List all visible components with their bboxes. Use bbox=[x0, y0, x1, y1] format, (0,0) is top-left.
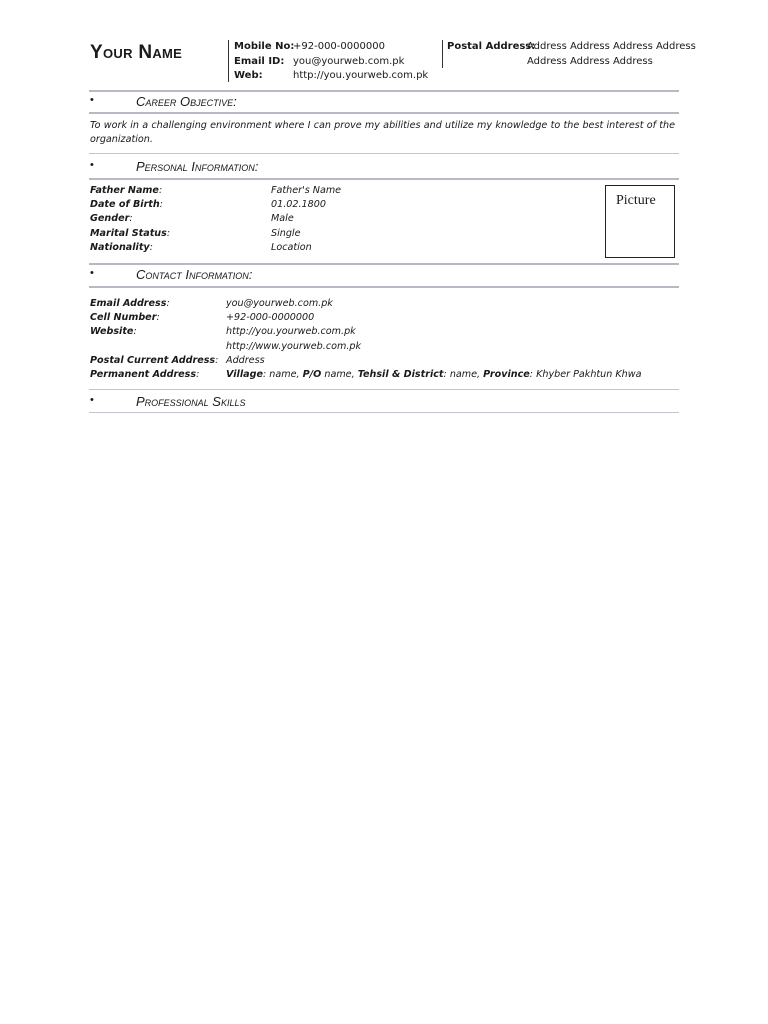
tehsil-value: name bbox=[449, 369, 478, 381]
header-email-row bbox=[234, 55, 428, 70]
field-value: Single bbox=[271, 227, 301, 239]
personal-info-row bbox=[90, 241, 341, 255]
field-label-text: Father Name bbox=[90, 185, 159, 196]
section-rule-bottom bbox=[89, 412, 679, 413]
picture-placeholder bbox=[605, 185, 675, 258]
field-value: Father's Name bbox=[271, 185, 342, 196]
contact-info-row bbox=[90, 354, 641, 368]
section-rule-top bbox=[89, 90, 679, 92]
po-label: P/O bbox=[302, 369, 322, 381]
email-label: Email ID: bbox=[234, 55, 285, 67]
field-label-text: Email Address bbox=[90, 298, 167, 309]
personal-info-list bbox=[90, 184, 341, 255]
header-web-row bbox=[234, 69, 428, 84]
tehsil-label: Tehsil & District bbox=[357, 369, 444, 381]
section-professional-skills-heading bbox=[90, 394, 680, 412]
field-value: +92-000-0000000 bbox=[226, 312, 315, 324]
personal-info-row bbox=[90, 184, 341, 198]
field-label: Website: bbox=[90, 326, 137, 338]
field-label-text: Date of Birth bbox=[90, 199, 160, 211]
field-label: Cell Number: bbox=[90, 312, 160, 324]
field-label-text: Permanent Address bbox=[90, 369, 197, 381]
mobile-label: Mobile No: bbox=[234, 41, 295, 52]
section-title: Contact Information: bbox=[136, 267, 253, 282]
field-value: you@yourweb.com.pk bbox=[226, 298, 333, 309]
field-value: Location bbox=[271, 241, 312, 253]
contact-info-row bbox=[90, 325, 641, 339]
field-value: Male bbox=[271, 213, 294, 225]
section-rule-top bbox=[89, 263, 679, 265]
postal-label: Postal Address: bbox=[447, 41, 536, 52]
permanent-address-value: Village: name, P/O name, Tehsil & District: name, Province: Khyber Pakhtun Khwa bbox=[226, 369, 642, 381]
contact-info-row bbox=[90, 311, 641, 325]
field-label: Postal Current Address: bbox=[90, 354, 219, 366]
field-label: Permanent Address: bbox=[90, 369, 200, 381]
po-value: name bbox=[324, 369, 352, 381]
header-divider-right bbox=[442, 40, 443, 68]
section-rule-bottom bbox=[89, 286, 679, 288]
field-label-text: Website bbox=[90, 326, 134, 338]
section-contact-information-heading bbox=[90, 267, 680, 285]
field-label: Father Name: bbox=[90, 185, 163, 196]
province-label: Province bbox=[483, 369, 530, 381]
village-label: Village bbox=[226, 369, 263, 381]
field-label-text: Cell Number bbox=[90, 312, 157, 324]
candidate-name: Your Name bbox=[90, 42, 183, 63]
field-label-text: Postal Current Address bbox=[90, 354, 216, 366]
village-value: name bbox=[269, 369, 297, 381]
section-career-objective-heading bbox=[90, 94, 680, 112]
personal-info-row bbox=[90, 227, 341, 241]
field-label: Gender: bbox=[90, 213, 133, 225]
bullet-icon: • bbox=[90, 267, 94, 279]
header-mobile-row bbox=[234, 40, 428, 55]
field-label-text: Nationality bbox=[90, 241, 150, 253]
web-value: http://you.yourweb.com.pk bbox=[293, 70, 429, 81]
contact-info-list bbox=[90, 297, 641, 382]
field-label bbox=[90, 340, 226, 354]
web-label: Web: bbox=[234, 70, 263, 81]
postal-row bbox=[447, 40, 696, 69]
header-contact-block bbox=[234, 40, 428, 84]
postal-lines bbox=[527, 40, 696, 69]
postal-line-1: Address Address Address Address bbox=[527, 41, 696, 52]
personal-info-row bbox=[90, 198, 341, 212]
contact-info-row bbox=[90, 340, 641, 354]
field-label: Nationality: bbox=[90, 241, 153, 253]
field-label-text: Gender bbox=[90, 213, 130, 225]
picture-label: Picture bbox=[616, 193, 656, 208]
postal-line-2: Address Address Address bbox=[527, 55, 653, 67]
field-label-text: Marital Status bbox=[90, 227, 167, 239]
email-value: you@yourweb.com.pk bbox=[293, 55, 405, 67]
province-value: Khyber Pakhtun Khwa bbox=[536, 369, 642, 381]
field-label: Date of Birth: bbox=[90, 199, 163, 211]
section-title: Personal Information: bbox=[136, 159, 259, 174]
field-label: Email Address: bbox=[90, 298, 170, 309]
section-rule-bottom bbox=[89, 112, 679, 114]
field-value: http://www.yourweb.com.pk bbox=[226, 340, 362, 352]
career-objective-text: To work in a challenging environment where I can prove my abilities and utilize my knowledge to the best interest of the organization. bbox=[90, 120, 675, 145]
section-separator bbox=[89, 153, 679, 154]
section-separator bbox=[89, 389, 679, 390]
contact-info-row bbox=[90, 368, 641, 382]
header-postal-block bbox=[447, 40, 696, 69]
bullet-icon: • bbox=[90, 394, 94, 406]
section-rule-bottom bbox=[89, 178, 679, 180]
field-value: Address bbox=[226, 354, 265, 366]
field-value: http://you.yourweb.com.pk bbox=[226, 326, 356, 338]
contact-info-row bbox=[90, 297, 641, 311]
header-divider-left bbox=[228, 40, 229, 82]
section-personal-information-heading bbox=[90, 159, 680, 177]
field-label: Marital Status: bbox=[90, 227, 171, 239]
field-value: 01.02.1800 bbox=[271, 199, 326, 211]
mobile-value: +92-000-0000000 bbox=[293, 41, 385, 52]
section-title: Career Objective: bbox=[136, 94, 237, 109]
section-title: Professional Skills bbox=[136, 394, 246, 409]
bullet-icon: • bbox=[90, 94, 94, 106]
bullet-icon: • bbox=[90, 159, 94, 171]
personal-info-row bbox=[90, 212, 341, 226]
